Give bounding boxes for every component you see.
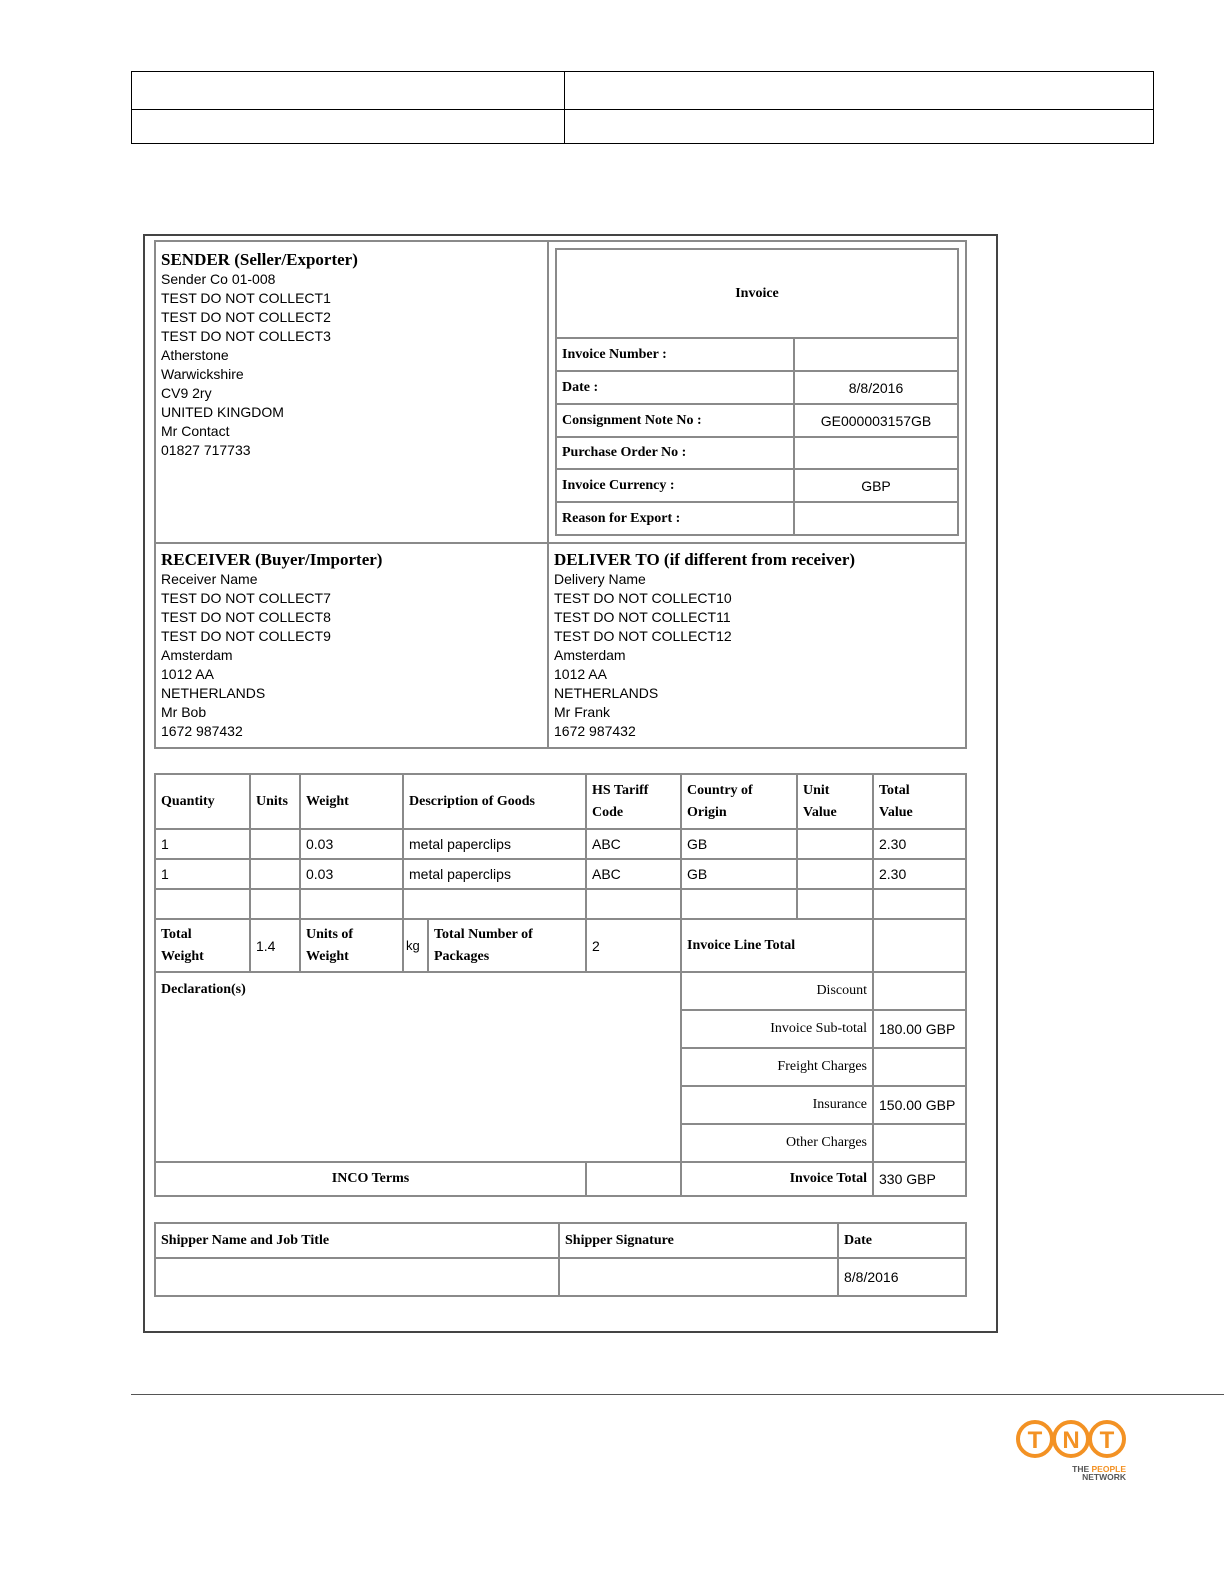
insurance-value: 150.00 GBP bbox=[873, 1086, 966, 1124]
units-weight-value: kg bbox=[403, 919, 428, 972]
reason-label: Reason for Export : bbox=[556, 502, 794, 535]
invoice-total-label: Invoice Total bbox=[681, 1162, 873, 1196]
po-value bbox=[794, 437, 958, 469]
shipper-signature-label: Shipper Signature bbox=[559, 1223, 838, 1258]
total-weight-value: 1.4 bbox=[250, 919, 300, 972]
invoice-number-label: Invoice Number : bbox=[556, 338, 794, 371]
row-unit-value bbox=[797, 859, 873, 889]
receiver-line: TEST DO NOT COLLECT8 bbox=[161, 609, 331, 625]
units-weight-label-l2: Weight bbox=[306, 948, 349, 964]
table-row bbox=[155, 829, 966, 859]
row-description: metal paperclips bbox=[403, 859, 586, 889]
footer-divider bbox=[131, 1394, 1224, 1395]
declaration-label: Declaration(s) bbox=[155, 972, 681, 1162]
packages-label-l1: Total Number of bbox=[434, 926, 533, 942]
col-total-value-l1: Total bbox=[879, 782, 910, 798]
deliver-to-cell bbox=[548, 543, 966, 748]
total-weight-label bbox=[155, 919, 250, 972]
invoice-number-value bbox=[794, 338, 958, 371]
receiver-heading: RECEIVER (Buyer/Importer) bbox=[161, 550, 383, 569]
row-units bbox=[250, 859, 300, 889]
freight-label: Freight Charges bbox=[681, 1048, 873, 1086]
sender-line: 01827 717733 bbox=[161, 442, 251, 458]
line-total-label: Invoice Line Total bbox=[681, 919, 873, 972]
receiver-cell bbox=[155, 543, 548, 748]
sender-line: CV9 2ry bbox=[161, 385, 212, 401]
row-hs-code: ABC bbox=[586, 829, 681, 859]
col-origin-l2: Origin bbox=[687, 804, 727, 820]
row-total-value: 2.30 bbox=[873, 829, 966, 859]
table-row-empty bbox=[155, 889, 966, 919]
header-cell bbox=[565, 72, 1154, 110]
insurance-label: Insurance bbox=[681, 1086, 873, 1124]
row-quantity: 1 bbox=[155, 829, 250, 859]
address-block bbox=[154, 240, 967, 749]
invoice-total-value: 330 GBP bbox=[873, 1162, 966, 1196]
col-units: Units bbox=[250, 774, 300, 829]
col-origin bbox=[681, 774, 797, 829]
table-row bbox=[155, 859, 966, 889]
header-cell bbox=[565, 110, 1154, 144]
inco-terms-label: INCO Terms bbox=[155, 1162, 586, 1196]
receiver-line: TEST DO NOT COLLECT9 bbox=[161, 628, 331, 644]
col-unit-value bbox=[797, 774, 873, 829]
subtotal-label: Invoice Sub-total bbox=[681, 1010, 873, 1048]
line-total-value bbox=[873, 919, 966, 972]
sender-line: TEST DO NOT COLLECT3 bbox=[161, 328, 331, 344]
col-description: Description of Goods bbox=[403, 774, 586, 829]
col-weight: Weight bbox=[300, 774, 403, 829]
shipper-signature-value bbox=[559, 1258, 838, 1296]
col-unit-value-l1: Unit bbox=[803, 782, 830, 798]
receiver-line: 1672 987432 bbox=[161, 723, 243, 739]
currency-label: Invoice Currency : bbox=[556, 469, 794, 502]
logo-tag-people: PEOPLE bbox=[1091, 1464, 1126, 1474]
deliver-to-line: 1672 987432 bbox=[554, 723, 636, 739]
receiver-line: Mr Bob bbox=[161, 704, 207, 720]
signature-date-value: 8/8/2016 bbox=[838, 1258, 966, 1296]
packages-value: 2 bbox=[586, 919, 681, 972]
currency-value: GBP bbox=[794, 469, 958, 502]
row-origin: GB bbox=[681, 829, 797, 859]
row-origin: GB bbox=[681, 859, 797, 889]
header-cell bbox=[132, 72, 565, 110]
col-origin-l1: Country of bbox=[687, 782, 753, 798]
receiver-line: Receiver Name bbox=[161, 571, 258, 587]
reason-value bbox=[794, 502, 958, 535]
freight-value bbox=[873, 1048, 966, 1086]
deliver-to-line: TEST DO NOT COLLECT12 bbox=[554, 628, 732, 644]
deliver-to-line: TEST DO NOT COLLECT11 bbox=[554, 609, 731, 625]
col-hs-code-l1: HS Tariff bbox=[592, 782, 649, 798]
units-weight-label bbox=[300, 919, 403, 972]
sender-line: Sender Co 01-008 bbox=[161, 271, 276, 287]
other-charges-label: Other Charges bbox=[681, 1124, 873, 1162]
total-weight-label-l1: Total bbox=[161, 926, 192, 942]
deliver-to-line: TEST DO NOT COLLECT10 bbox=[554, 590, 732, 606]
logo-tagline-2: NETWORK bbox=[1082, 1472, 1126, 1482]
consignment-value: GE000003157GB bbox=[794, 404, 958, 437]
receiver-line: TEST DO NOT COLLECT7 bbox=[161, 590, 331, 606]
sender-line: TEST DO NOT COLLECT1 bbox=[161, 290, 331, 306]
packages-label-l2: Packages bbox=[434, 948, 490, 964]
col-unit-value-l2: Value bbox=[803, 804, 837, 820]
invoice-title: Invoice bbox=[556, 249, 958, 338]
invoice-header-cell bbox=[548, 241, 966, 543]
row-unit-value bbox=[797, 829, 873, 859]
sender-heading: SENDER (Seller/Exporter) bbox=[161, 250, 358, 269]
deliver-to-line: Delivery Name bbox=[554, 571, 646, 587]
logo-letter-t2: T bbox=[1099, 1427, 1115, 1454]
row-quantity: 1 bbox=[155, 859, 250, 889]
sender-line: Atherstone bbox=[161, 347, 229, 363]
deliver-to-heading: DELIVER TO (if different from receiver) bbox=[554, 550, 856, 569]
deliver-to-line: Mr Frank bbox=[554, 704, 610, 720]
signature-date-label: Date bbox=[838, 1223, 966, 1258]
row-description: metal paperclips bbox=[403, 829, 586, 859]
header-table bbox=[131, 71, 1154, 144]
sender-cell bbox=[155, 241, 548, 543]
col-quantity: Quantity bbox=[155, 774, 250, 829]
consignment-label: Consignment Note No : bbox=[556, 404, 794, 437]
po-label: Purchase Order No : bbox=[556, 437, 794, 469]
discount-value bbox=[873, 972, 966, 1010]
row-weight: 0.03 bbox=[300, 859, 403, 889]
tnt-logo-graphic bbox=[1016, 1418, 1130, 1482]
total-weight-label-l2: Weight bbox=[161, 948, 204, 964]
inco-terms-value bbox=[586, 1162, 681, 1196]
sender-line: Mr Contact bbox=[161, 423, 230, 439]
shipper-name-label: Shipper Name and Job Title bbox=[155, 1223, 559, 1258]
signature-table bbox=[154, 1222, 967, 1297]
date-label: Date : bbox=[556, 371, 794, 404]
other-charges-value bbox=[873, 1124, 966, 1162]
goods-table bbox=[154, 773, 967, 1197]
col-hs-code-l2: Code bbox=[592, 804, 624, 820]
packages-label bbox=[428, 919, 586, 972]
shipper-name-value bbox=[155, 1258, 559, 1296]
row-weight: 0.03 bbox=[300, 829, 403, 859]
receiver-line: Amsterdam bbox=[161, 647, 233, 663]
discount-label: Discount bbox=[681, 972, 873, 1010]
invoice-details-table bbox=[555, 248, 959, 536]
row-total-value: 2.30 bbox=[873, 859, 966, 889]
deliver-to-line: Amsterdam bbox=[554, 647, 626, 663]
row-hs-code: ABC bbox=[586, 859, 681, 889]
header-cell bbox=[132, 110, 565, 144]
receiver-line: 1012 AA bbox=[161, 666, 214, 682]
col-total-value-l2: Value bbox=[879, 804, 913, 820]
logo-letter-n: N bbox=[1062, 1427, 1080, 1454]
sender-line: TEST DO NOT COLLECT2 bbox=[161, 309, 331, 325]
deliver-to-line: NETHERLANDS bbox=[554, 685, 659, 701]
sender-line: Warwickshire bbox=[161, 366, 244, 382]
deliver-to-line: 1012 AA bbox=[554, 666, 607, 682]
logo-letter-t1: T bbox=[1027, 1427, 1043, 1454]
col-total-value bbox=[873, 774, 966, 829]
subtotal-value: 180.00 GBP bbox=[873, 1010, 966, 1048]
date-value: 8/8/2016 bbox=[794, 371, 958, 404]
receiver-line: NETHERLANDS bbox=[161, 685, 266, 701]
units-weight-label-l1: Units of bbox=[306, 926, 354, 942]
logo-tag-the: THE bbox=[1072, 1464, 1092, 1474]
sender-line: UNITED KINGDOM bbox=[161, 404, 284, 420]
tnt-logo bbox=[1016, 1418, 1130, 1482]
col-hs-code bbox=[586, 774, 681, 829]
row-units bbox=[250, 829, 300, 859]
